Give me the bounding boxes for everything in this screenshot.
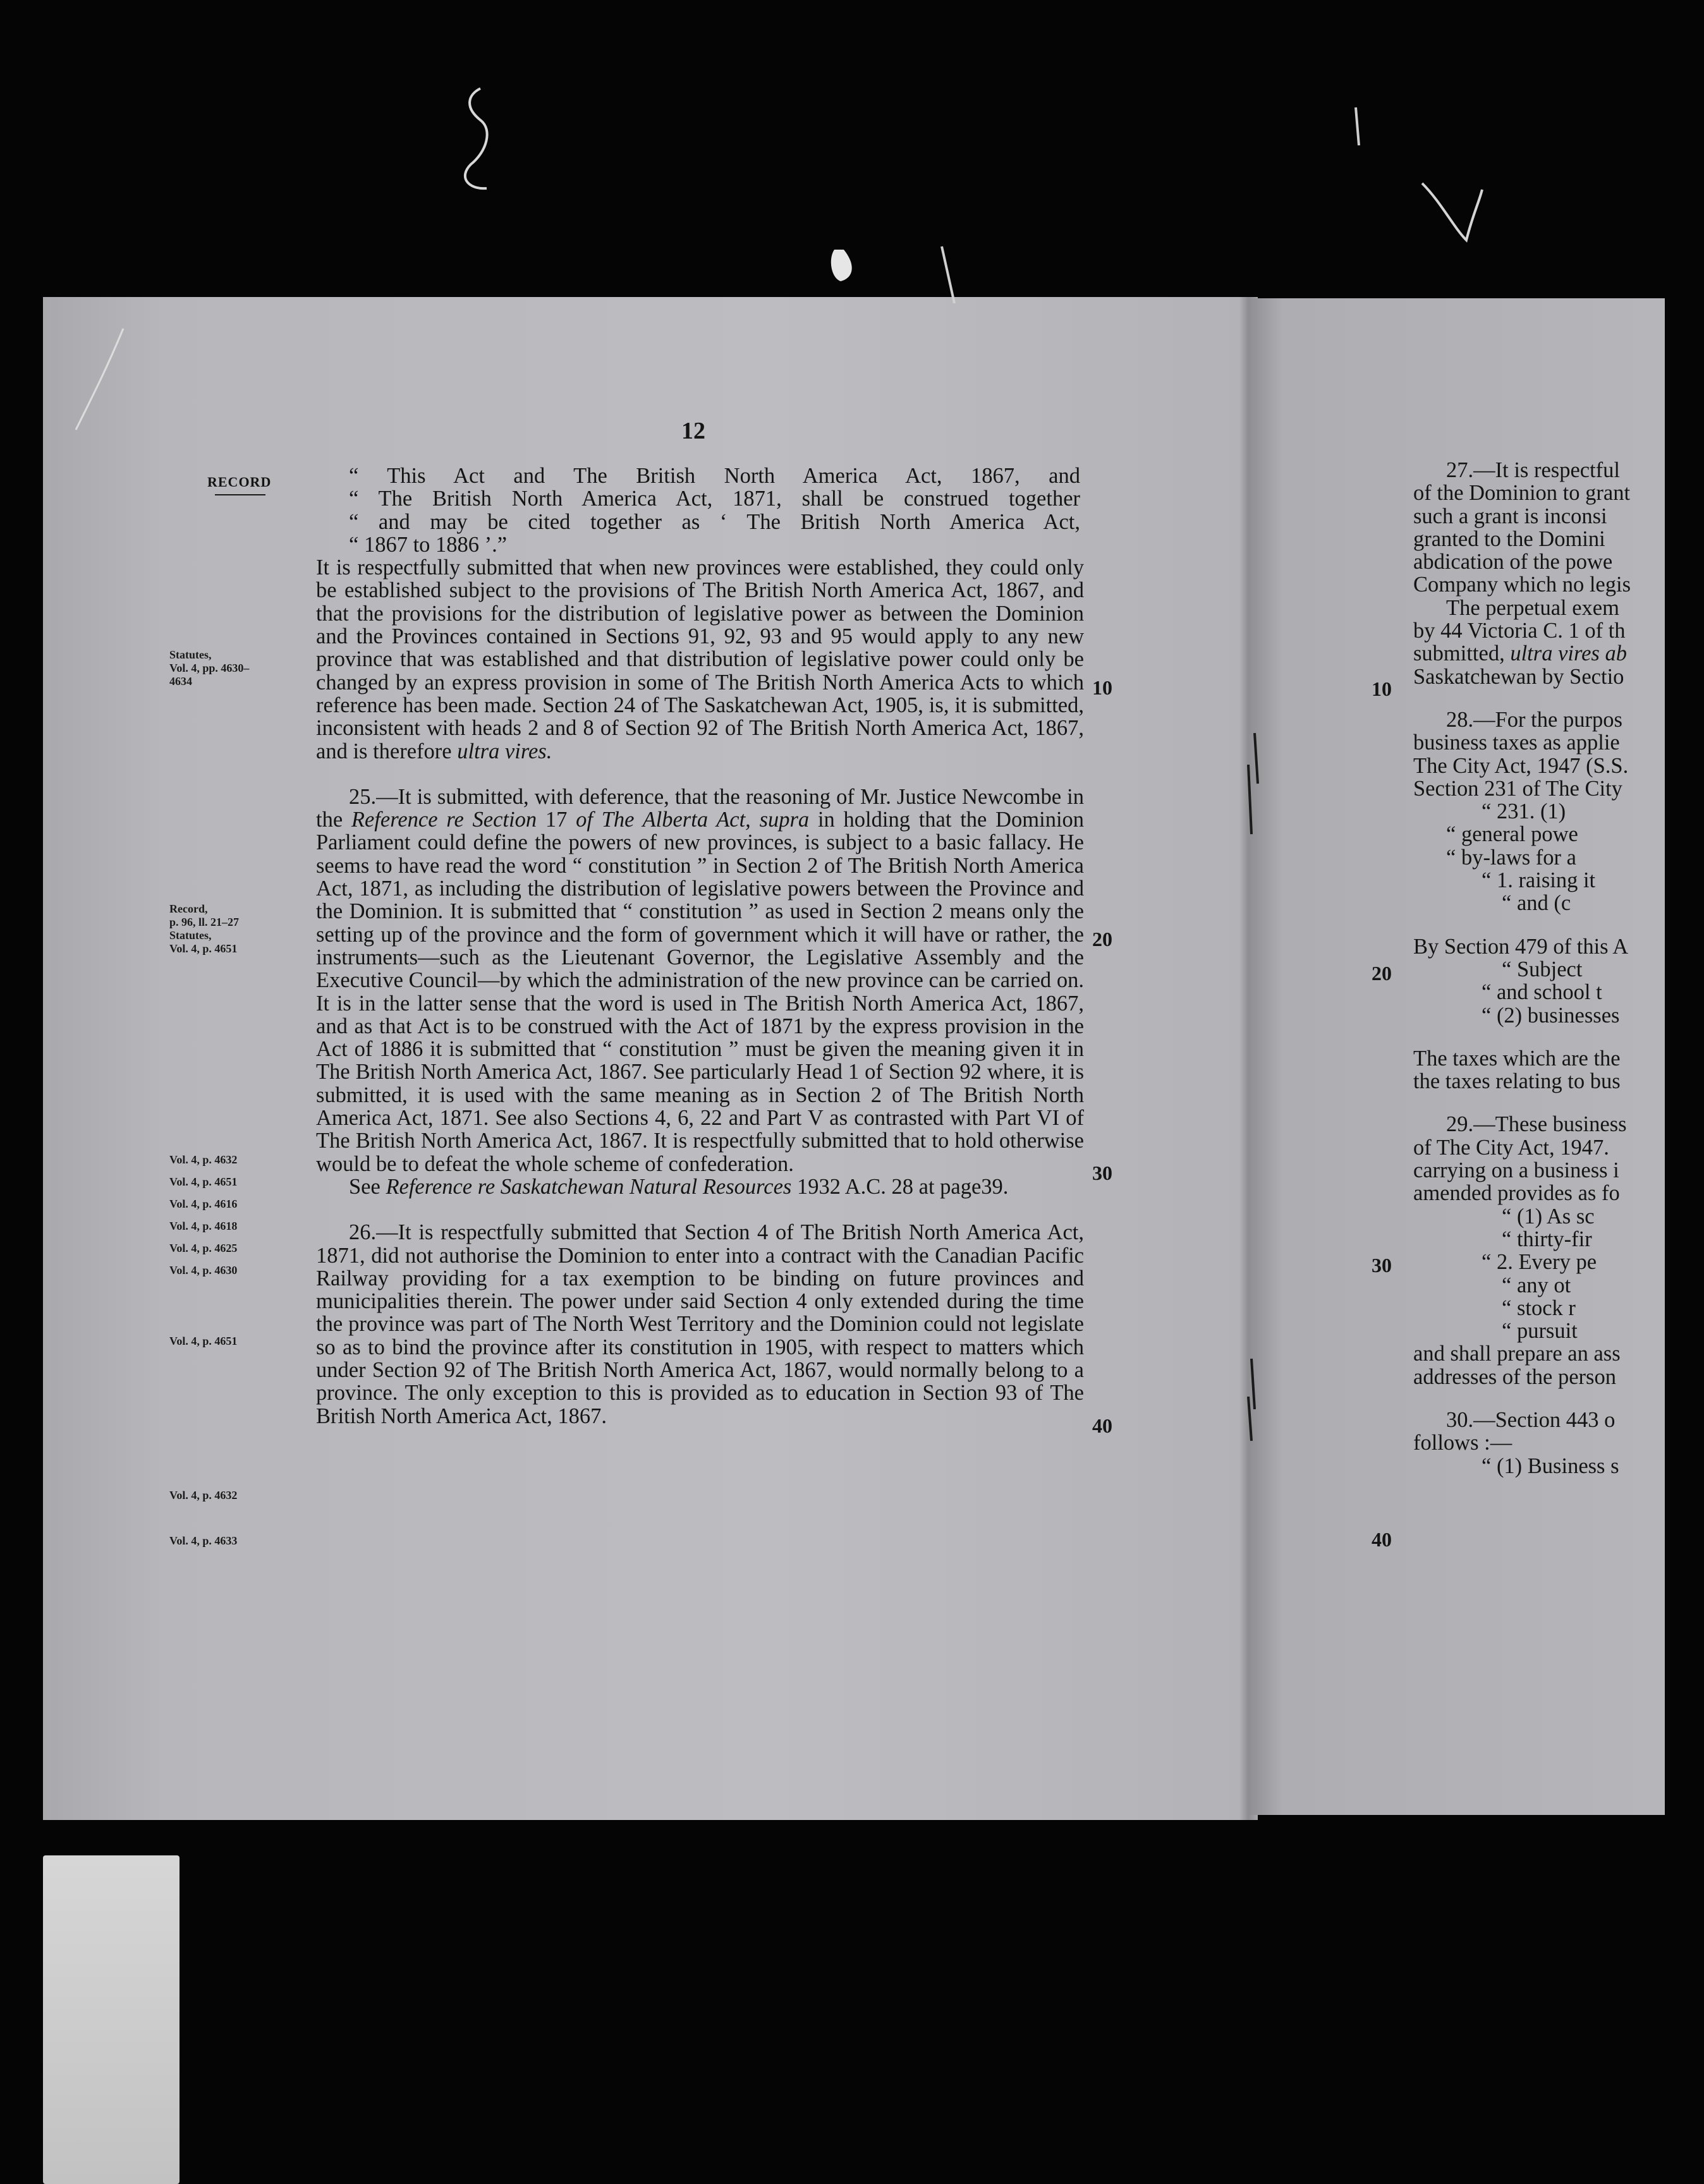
right-line: “ thirty-fir bbox=[1502, 1227, 1592, 1251]
line-number: 10 bbox=[1092, 676, 1112, 699]
side-note-line: Vol. 4, p. 4625 bbox=[169, 1242, 238, 1254]
right-line: such a grant is inconsi bbox=[1413, 504, 1607, 528]
line-number: 40 bbox=[1372, 1528, 1392, 1551]
line-number: 40 bbox=[1092, 1414, 1112, 1437]
right-line: The City Act, 1947 (S.S. bbox=[1413, 753, 1629, 778]
right-line: 28.—For the purpos bbox=[1446, 707, 1622, 732]
paragraph-26: 26.—It is respectfully submitted that Section 4 of The British North America Act, 1871, did not authorise the Dominion to enter into a contract with the Canadian Pacific Railway providing for a tax exemption to be binding on future provinces and municipalities therein. The power under said Section 4 only extended during the time the province was part of The North West Territory and the Dominion could not legislate so as to bind the province after its constitution in 1905, with respect to matters which under Section 92 of The British North America Act, 1867, would normally belong to a province. The only exception to this is provided as to education in Section 93 of The British North America Act, 1867. bbox=[316, 1220, 1084, 1428]
paragraph-text: It is respectfully submitted that when new provinces were established, they could only be established subject to the provisions of The British North America Act, 1867, and that the provisions for the distribution of legislative power as between the Dominion and the Provinces contained in Sections 91, 92, 93 and 95 would apply to any new province that was established and that distribution of legislative power could only be changed by an express provision in some of The British North America Acts to which reference has been made. Section 24 of The Saskatchewan Act, 1905, is, it is submitted, inconsistent with heads 2 and 8 of Section 92 of The British North America Act, 1867, and is therefore bbox=[316, 555, 1084, 763]
right-line: “ (2) businesses bbox=[1482, 1003, 1620, 1028]
right-line: business taxes as applie bbox=[1413, 731, 1620, 755]
italic-text: Reference re Section bbox=[351, 808, 537, 832]
page-number: 12 bbox=[681, 418, 705, 444]
italic-text: of The Alberta Act, supra bbox=[576, 808, 810, 832]
right-line: the taxes relating to bus bbox=[1413, 1069, 1621, 1094]
paragraph-text: 25.—It is submitted, with deference, that the reasoning of Mr. Justice Newcombe in the bbox=[316, 784, 1084, 832]
right-line: 30.—Section 443 o bbox=[1446, 1407, 1616, 1432]
right-line: Saskatchewan by Sectio bbox=[1413, 664, 1624, 689]
paragraph-text: 17 bbox=[545, 808, 568, 832]
right-line bbox=[1413, 642, 1665, 665]
side-note-line: Vol. 4, pp. 4630– bbox=[169, 662, 250, 674]
right-line: “ 231. (1) bbox=[1482, 799, 1566, 824]
line-number: 30 bbox=[1092, 1162, 1112, 1184]
side-note-line: Vol. 4, p. 4630 bbox=[169, 1264, 238, 1277]
right-line: amended provides as fo bbox=[1413, 1181, 1620, 1206]
right-line: “ by-laws for a bbox=[1446, 845, 1576, 870]
right-line: 27.—It is respectful bbox=[1446, 459, 1620, 482]
right-line: “ Subject bbox=[1502, 957, 1583, 981]
quote-line: “ and may be cited together as ‘ The British North America Act, bbox=[349, 509, 1080, 534]
line-number: 20 bbox=[1372, 962, 1392, 985]
side-note-line: Vol. 4, p. 4616 bbox=[169, 1198, 238, 1210]
right-line: addresses of the person bbox=[1413, 1364, 1616, 1389]
side-note-line: 4634 bbox=[169, 675, 192, 688]
line-number: 30 bbox=[1372, 1254, 1392, 1277]
quote-line: “ This Act and The British North America Act, 1867, and bbox=[349, 464, 1080, 488]
see-reference bbox=[316, 1175, 1084, 1198]
side-note-statutes bbox=[169, 648, 249, 688]
right-line: The taxes which are the bbox=[1413, 1046, 1621, 1071]
side-note-line: p. 96, ll. 21–27 bbox=[169, 916, 240, 928]
paragraph-25 bbox=[316, 786, 1084, 1175]
side-note-vol-list bbox=[169, 1149, 237, 1282]
italic-text: Reference re Saskatchewan Natural Resources bbox=[386, 1174, 792, 1199]
right-line: Company which no legis bbox=[1413, 573, 1631, 597]
right-line: “ (1) Business s bbox=[1482, 1453, 1619, 1477]
quote-line: “ 1867 to 1886 ’.” bbox=[349, 532, 508, 557]
right-line: abdication of the powe bbox=[1413, 550, 1613, 574]
right-line: of The City Act, 1947. bbox=[1413, 1135, 1609, 1160]
paragraph-text: in holding that the Dominion Parliament could define the powers of new provinces, is subject to a basic fallacy. He seems to have read the word “ constitution ” in Section 2 of The British North America Act, 1871, as including the distribution of legislative powers between the Province and the Dominion. It is submitted that “ constitution ” as used in Section 2 means only the setting up of the province and the form of government which it will have or rather, the instruments—such as the Lieutenant Governor, the Legislative Assembly and the Executive Council—by which the administration of the new province can be carried on. It is in the latter sense that the word is used in The British North America Act, 1867, and as that Act is to be construed with the Act of 1871 by the express provision in the Act of 1886 it is submitted that “ constitution ” must be given the meaning given it in The British North America Act, 1867. See particularly Head 1 of Section 92 where, it is submitted, it is used with the same meaning as in Section 2 of The British North America Act, 1871. See also Sections 4, 6, 22 and Part V as contrasted with Part VI of The British North America Act, 1867. It is respectfully submitted that to hold otherwise would be to defeat the whole scheme of confederation. bbox=[316, 808, 1085, 1176]
line-number: 10 bbox=[1372, 677, 1392, 700]
side-note-line: Vol. 4, p. 4632 bbox=[169, 1153, 238, 1166]
right-line: Section 231 of The City bbox=[1413, 776, 1622, 801]
film-label-stamp bbox=[43, 1855, 180, 2184]
side-note-line: Vol. 4, p. 4651 bbox=[169, 942, 238, 955]
side-note-line: Vol. 4, p. 4618 bbox=[169, 1220, 238, 1232]
right-page-text bbox=[1413, 459, 1665, 1477]
side-note-record bbox=[169, 902, 239, 956]
main-body-text bbox=[316, 464, 1084, 1428]
side-note-line: Vol. 4, p. 4651 bbox=[169, 1175, 238, 1188]
right-line-text: submitted, bbox=[1413, 641, 1505, 666]
quote-line: “ The British North America Act, 1871, shall be construed together bbox=[349, 487, 1080, 511]
paragraph-24-continuation bbox=[316, 556, 1084, 763]
side-note-vol: Vol. 4, p. 4633 bbox=[169, 1534, 238, 1547]
right-line: “ (1) As sc bbox=[1502, 1204, 1595, 1228]
right-line: of the Dominion to grant bbox=[1413, 481, 1631, 506]
right-line: “ pursuit bbox=[1502, 1319, 1578, 1344]
right-line: “ 1. raising it bbox=[1482, 868, 1596, 893]
right-line: “ any ot bbox=[1502, 1273, 1571, 1297]
side-note-vol: Vol. 4, p. 4651 bbox=[169, 1335, 238, 1347]
record-rule bbox=[215, 494, 265, 495]
right-line: “ stock r bbox=[1502, 1295, 1576, 1320]
italic-text: ultra vires ab bbox=[1510, 641, 1627, 666]
right-line: carrying on a business i bbox=[1413, 1158, 1619, 1183]
right-line: “ general powe bbox=[1446, 822, 1578, 847]
right-line: follows :— bbox=[1413, 1431, 1512, 1455]
right-line: “ 2. Every pe bbox=[1482, 1250, 1597, 1275]
right-line: The perpetual exem bbox=[1446, 595, 1619, 620]
side-note-line: Record, bbox=[169, 902, 208, 915]
right-line: 29.—These business bbox=[1446, 1112, 1627, 1137]
right-line: by 44 Victoria C. 1 of th bbox=[1413, 619, 1626, 643]
right-line: By Section 479 of this A bbox=[1413, 934, 1629, 959]
right-line: “ and school t bbox=[1482, 980, 1602, 1005]
right-line: “ and (c bbox=[1502, 891, 1571, 916]
side-note-vol: Vol. 4, p. 4632 bbox=[169, 1489, 238, 1502]
record-heading: RECORD bbox=[207, 474, 272, 490]
right-line: and shall prepare an ass bbox=[1413, 1342, 1621, 1366]
paragraph-text: 1932 A.C. 28 at page39. bbox=[796, 1174, 1009, 1199]
side-note-line: Statutes, bbox=[169, 648, 212, 661]
paragraph-text: See bbox=[349, 1174, 380, 1199]
right-line: granted to the Domini bbox=[1413, 526, 1605, 551]
italic-text: ultra vires. bbox=[457, 739, 552, 763]
side-note-line: Statutes, bbox=[169, 929, 212, 942]
line-number: 20 bbox=[1092, 928, 1112, 950]
